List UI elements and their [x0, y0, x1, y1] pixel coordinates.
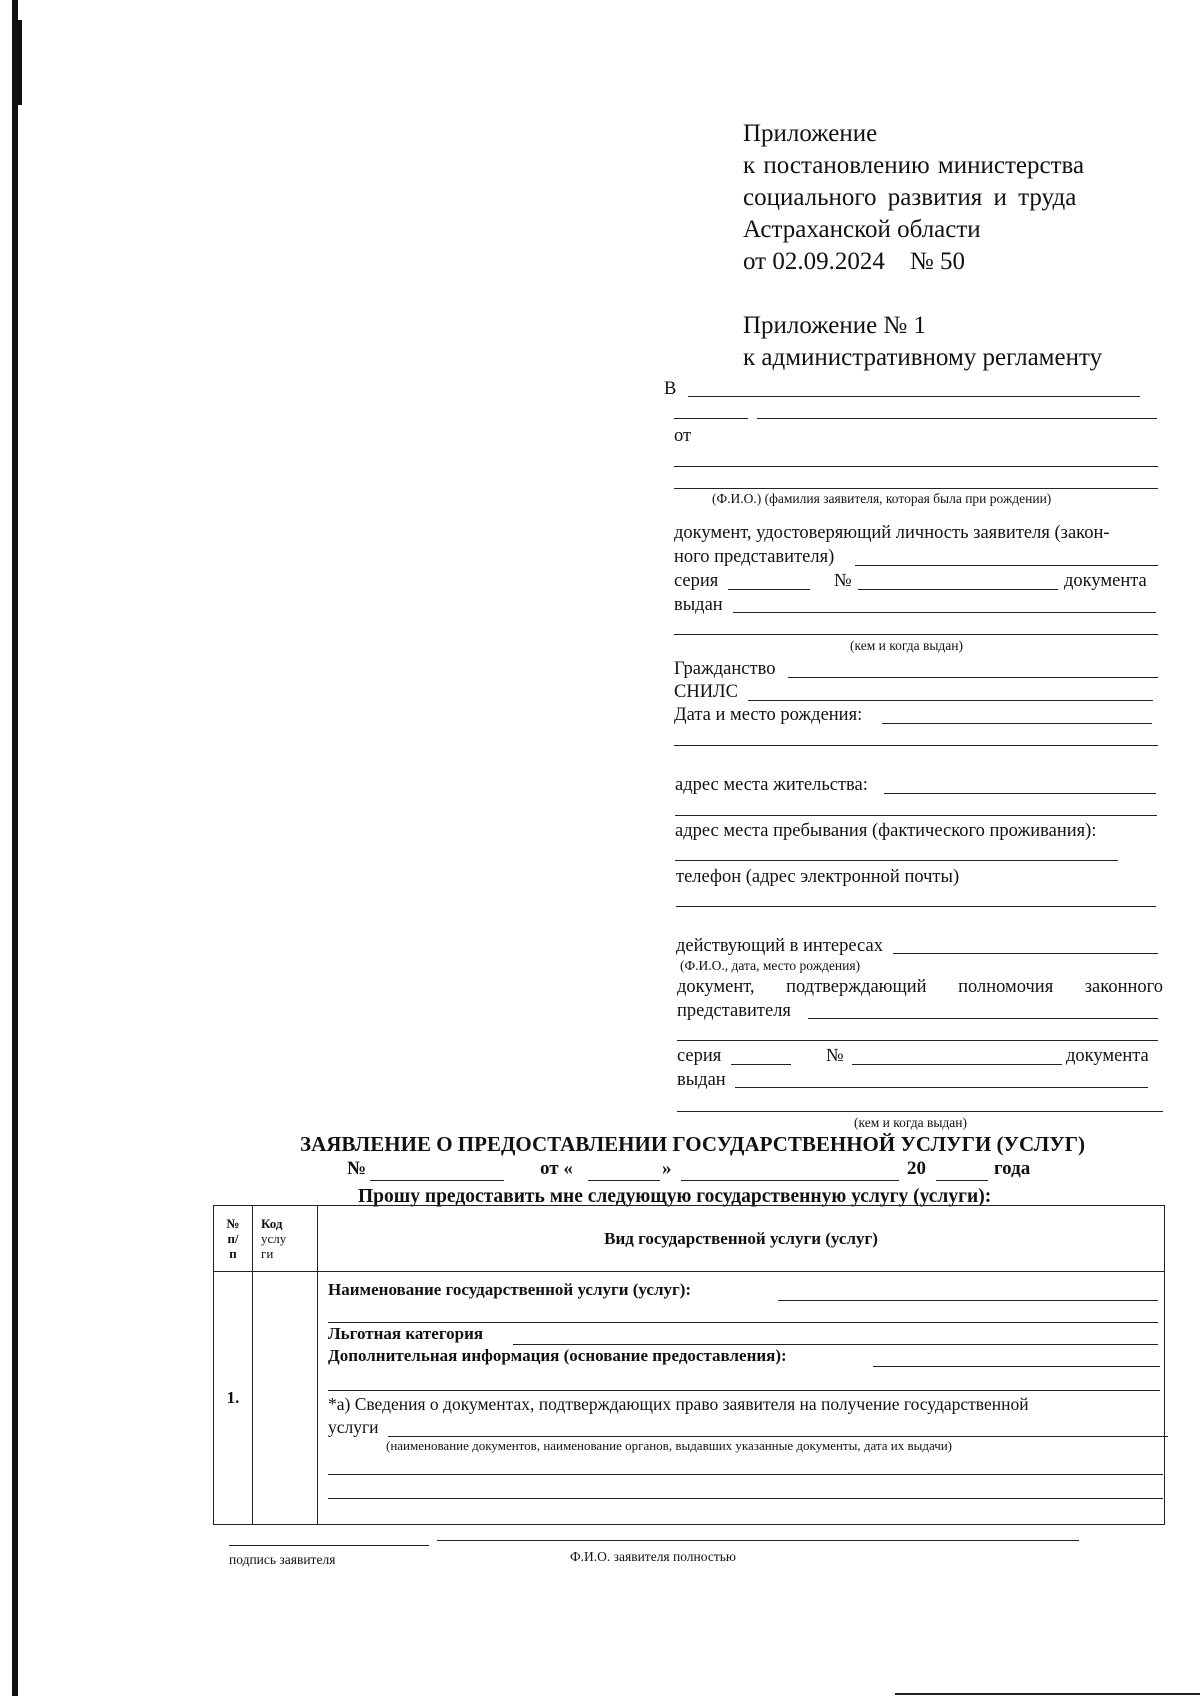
phone-field[interactable]: [676, 906, 1156, 907]
app-from-label: от «: [540, 1158, 573, 1179]
service-name-field[interactable]: [778, 1300, 1158, 1301]
full-name-field[interactable]: [437, 1540, 1079, 1541]
signature-field[interactable]: [229, 1545, 429, 1546]
full-name-caption: Ф.И.О. заявителя полностью: [570, 1549, 736, 1564]
from-field-line-2[interactable]: [674, 488, 1158, 489]
document-label: документа: [1064, 571, 1147, 591]
to-field-line-2b[interactable]: [757, 418, 1157, 419]
scan-bottom-edge: [895, 1693, 1200, 1695]
extra-info-field[interactable]: [873, 1366, 1160, 1367]
header-line-region: Астраханской области: [743, 216, 981, 243]
row-number: 1.: [214, 1272, 253, 1525]
from-label: от: [674, 426, 692, 446]
id-document-label-1: документ, удостоверяющий личность заявителя (закон-: [674, 523, 1110, 543]
birth-label: Дата и место рождения:: [674, 705, 863, 725]
stay-label: адрес места пребывания (фактического проживания):: [675, 821, 1097, 841]
series-label: серия: [674, 571, 719, 591]
rep-document-field[interactable]: [808, 1018, 1158, 1019]
series2-label: серия: [677, 1046, 722, 1066]
documents-field-3[interactable]: [328, 1498, 1163, 1499]
rep-document-label-1: документ, подтверждающий полномочия законного: [677, 977, 1163, 997]
issued-field-2[interactable]: [674, 634, 1158, 635]
request-text: Прошу предоставить мне следующую государственную услугу (услуги):: [358, 1186, 992, 1207]
app-year-field[interactable]: [936, 1180, 988, 1181]
col-type-header: Вид государственной услуги (услуг): [318, 1206, 1165, 1272]
issued2-field-2[interactable]: [677, 1111, 1163, 1112]
benefit-field[interactable]: [513, 1344, 1158, 1345]
issued2-caption: (кем и когда выдан): [854, 1115, 967, 1130]
app-year-label: года: [994, 1158, 1031, 1179]
header-line-resolution: к постановлению министерства: [743, 152, 1085, 179]
number-field[interactable]: [858, 589, 1058, 590]
header-line-appendix-1: Приложение № 1: [743, 312, 927, 339]
header-line-appendix: Приложение: [743, 120, 878, 147]
extra-info-label: Дополнительная информация (основание предоставления):: [328, 1346, 787, 1365]
documents-caption: (наименование документов, наименование органов, выдавших указанные документы, дата их выдачи): [386, 1438, 953, 1453]
application-title: ЗАЯВЛЕНИЕ О ПРЕДОСТАВЛЕНИИ ГОСУДАРСТВЕННОЙ УСЛУГИ (УСЛУГ): [300, 1132, 1085, 1156]
snils-label: СНИЛС: [674, 682, 738, 702]
issued2-label: выдан: [677, 1070, 726, 1090]
benefit-label: Льготная категория: [328, 1324, 484, 1343]
table-header-row: [214, 1206, 1165, 1272]
row-content-cell: [318, 1272, 1165, 1525]
fio-caption: (Ф.И.О.) (фамилия заявителя, которая была при рождении): [712, 491, 1052, 506]
col-number-header: № п/ п: [214, 1206, 253, 1272]
acting-caption: (Ф.И.О., дата, место рождения): [680, 958, 861, 973]
residence-field-2[interactable]: [675, 815, 1157, 816]
issued-label: выдан: [674, 595, 723, 615]
app-day-field[interactable]: [588, 1180, 660, 1181]
issued-caption: (кем и когда выдан): [850, 638, 963, 653]
documents-label-2: услуги: [328, 1417, 379, 1437]
app-quote-close: »: [662, 1158, 672, 1179]
app-number-label: №: [347, 1158, 367, 1179]
residence-field[interactable]: [884, 793, 1156, 794]
extra-info-field-2[interactable]: [328, 1390, 1160, 1391]
birth-field[interactable]: [882, 723, 1152, 724]
issued2-field[interactable]: [735, 1087, 1148, 1088]
documents-label-1: *а) Сведения о документах, подтверждающих право заявителя на получение государственной: [328, 1394, 1029, 1414]
to-field-line-2a[interactable]: [674, 418, 748, 419]
rep-document-label-2: представителя: [677, 1001, 791, 1021]
number2-label: №: [826, 1046, 844, 1066]
to-label: В: [664, 379, 677, 399]
service-name-label: Наименование государственной услуги (услуг):: [328, 1280, 692, 1299]
table-row: [214, 1272, 1165, 1525]
row-code-cell[interactable]: [253, 1272, 318, 1525]
id-document-label-2: ного представителя): [674, 547, 835, 567]
rep-document-field-2[interactable]: [677, 1040, 1158, 1041]
app-number-field[interactable]: [370, 1180, 504, 1181]
residence-label: адрес места жительства:: [675, 775, 868, 795]
number-label: №: [834, 571, 852, 591]
services-table: [213, 1205, 1165, 1525]
app-year-prefix: 20: [907, 1158, 926, 1179]
col-code-header: Код услу ги: [253, 1206, 318, 1272]
scan-edge-line: [12, 0, 18, 1696]
app-month-field[interactable]: [681, 1180, 899, 1181]
acting-label: действующий в интересах: [676, 936, 883, 956]
series-field[interactable]: [728, 589, 810, 590]
from-field-line-1[interactable]: [674, 466, 1158, 467]
issued-field[interactable]: [733, 612, 1156, 613]
header-line-date-number: от 02.09.2024 № 50: [743, 248, 965, 275]
scan-edge-mark: [12, 20, 22, 105]
id-document-field[interactable]: [855, 565, 1158, 566]
header-block: [743, 118, 1143, 374]
number2-field[interactable]: [852, 1064, 1062, 1065]
documents-field-2[interactable]: [328, 1474, 1163, 1475]
phone-label: телефон (адрес электронной почты): [676, 867, 960, 887]
citizenship-label: Гражданство: [674, 659, 776, 679]
birth-field-2[interactable]: [674, 745, 1158, 746]
signature-caption: подпись заявителя: [229, 1552, 336, 1567]
document2-label: документа: [1066, 1046, 1149, 1066]
stay-field[interactable]: [675, 860, 1118, 861]
to-field-line[interactable]: [688, 396, 1140, 397]
series2-field[interactable]: [731, 1064, 791, 1065]
citizenship-field[interactable]: [788, 677, 1158, 678]
snils-field[interactable]: [748, 700, 1153, 701]
header-line-regulation: к административному регламенту: [743, 344, 1103, 371]
acting-field[interactable]: [893, 953, 1158, 954]
service-name-field-2[interactable]: [328, 1322, 1158, 1323]
header-line-ministry: социального развития и труда: [743, 184, 1077, 211]
documents-field[interactable]: [388, 1436, 1168, 1437]
